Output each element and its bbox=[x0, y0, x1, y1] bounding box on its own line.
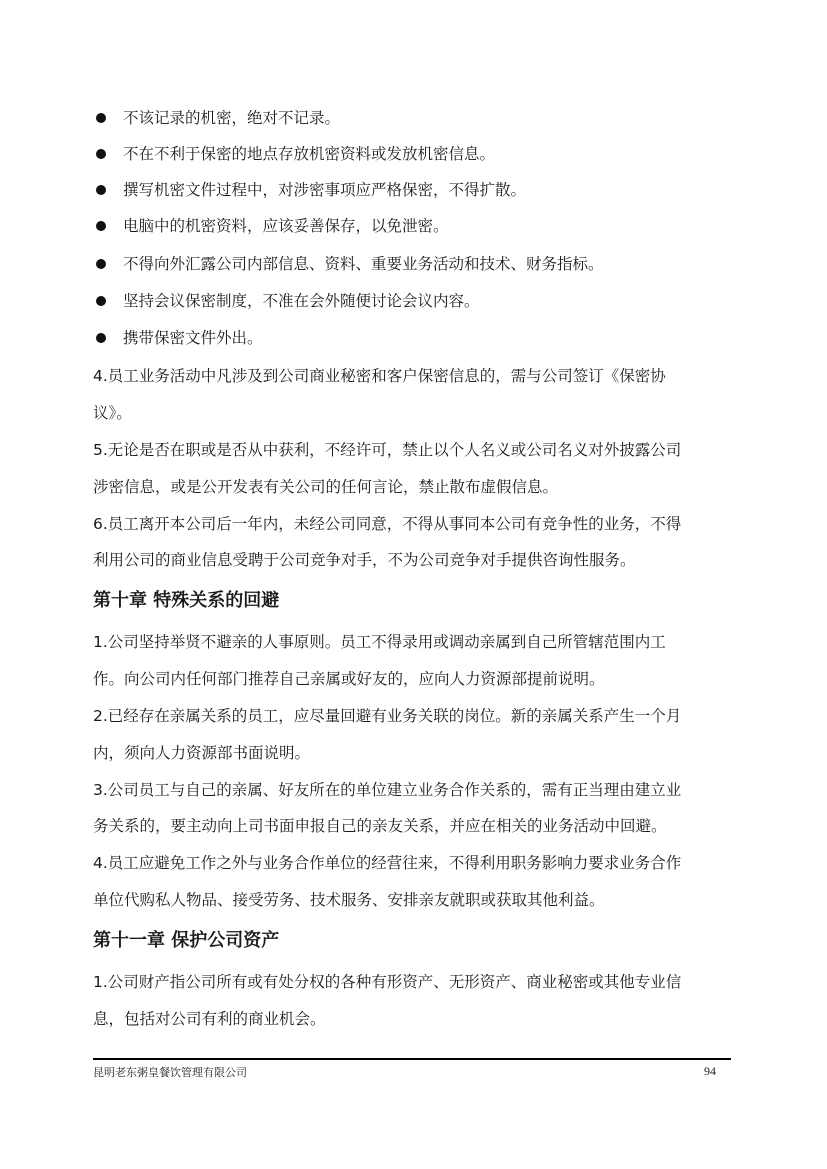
paragraph-line: 4.员工业务活动中凡涉及到公司商业秘密和客户保密信息的，需与公司签订《保密协 bbox=[93, 367, 666, 385]
bullet-dot-icon bbox=[96, 296, 106, 306]
paragraph-line: 3.公司员工与自己的亲属、好友所在的单位建立业务合作关系的，需有正当理由建立业 bbox=[93, 781, 682, 799]
bullet-dot-icon bbox=[96, 259, 106, 269]
bullet-text: 不得向外汇露公司内部信息、资料、重要业务活动和技术、财务指标。 bbox=[123, 255, 604, 273]
paragraph-line: 1.公司坚持举贤不避亲的人事原则。员工不得录用或调动亲属到自己所管辖范围内工 bbox=[93, 633, 666, 651]
paragraph-line: 息，包括对公司有利的商业机会。 bbox=[93, 1010, 326, 1028]
footer-company-name: 昆明老东粥皇餐饮管理有限公司 bbox=[93, 1066, 247, 1079]
paragraph-line: 作。向公司内任何部门推荐自己亲属或好友的，应向人力资源部提前说明。 bbox=[93, 670, 605, 688]
footer-page-number: 94 bbox=[704, 1064, 716, 1078]
footer-divider bbox=[93, 1058, 731, 1060]
paragraph-line: 务关系的，要主动向上司书面申报自己的亲友关系，并应在相关的业务活动中回避。 bbox=[93, 817, 667, 835]
paragraph-line: 内，须向人力资源部书面说明。 bbox=[93, 744, 311, 762]
paragraph-line: 4.员工应避免工作之外与业务合作单位的经营往来，不得利用职务影响力要求业务合作 bbox=[93, 854, 682, 872]
bullet-dot-icon bbox=[96, 149, 106, 159]
paragraph-line: 议》。 bbox=[93, 404, 132, 422]
bullet-dot-icon bbox=[96, 221, 106, 231]
bullet-text: 撰写机密文件过程中，对涉密事项应严格保密，不得扩散。 bbox=[123, 181, 527, 199]
paragraph-line: 单位代购私人物品、接受劳务、技术服务、安排亲友就职或获取其他利益。 bbox=[93, 891, 605, 909]
chapter-heading: 第十章 特殊关系的回避 bbox=[93, 590, 280, 611]
paragraph-line: 利用公司的商业信息受聘于公司竞争对手，不为公司竞争对手提供咨询性服务。 bbox=[93, 551, 636, 569]
bullet-text: 携带保密文件外出。 bbox=[123, 329, 263, 347]
paragraph-line: 5.无论是否在职或是否从中获利，不经许可，禁止以个人名义或公司名义对外披露公司 bbox=[93, 441, 682, 459]
bullet-dot-icon bbox=[96, 333, 106, 343]
bullet-text: 坚持会议保密制度，不准在会外随便讨论会议内容。 bbox=[123, 292, 480, 310]
bullet-dot-icon bbox=[96, 185, 106, 195]
bullet-dot-icon bbox=[96, 113, 106, 123]
paragraph-line: 2.已经存在亲属关系的员工，应尽量回避有业务关联的岗位。新的亲属关系产生一个月 bbox=[93, 707, 682, 725]
paragraph-line: 6.员工离开本公司后一年内，未经公司同意，不得从事同本公司有竞争性的业务，不得 bbox=[93, 515, 682, 533]
bullet-text: 电脑中的机密资料，应该妥善保存，以免泄密。 bbox=[123, 217, 449, 235]
bullet-text: 不该记录的机密，绝对不记录。 bbox=[123, 109, 341, 127]
paragraph-line: 涉密信息，或是公开发表有关公司的任何言论，禁止散布虚假信息。 bbox=[93, 478, 559, 496]
bullet-text: 不在不利于保密的地点存放机密资料或发放机密信息。 bbox=[123, 145, 496, 163]
chapter-heading: 第十一章 保护公司资产 bbox=[93, 930, 280, 951]
paragraph-line: 1.公司财产指公司所有或有处分权的各种有形资产、无形资产、商业秘密或其他专业信 bbox=[93, 973, 682, 991]
